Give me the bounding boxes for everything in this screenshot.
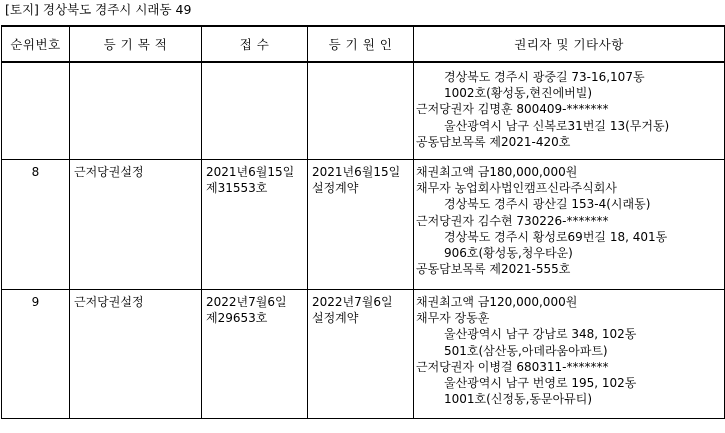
page-title: [토지] 경상북도 경주시 시래동 49	[5, 2, 192, 17]
cell-rights	[414, 290, 725, 419]
rights-line: 근저당권자 김수현 730226-*******	[416, 213, 609, 228]
rights-line: 채무자 농업회사법인캠프신라주식회사	[416, 181, 617, 196]
cause-date: 2022년7월6일	[312, 295, 393, 309]
header-receipt: 접 수	[202, 26, 308, 62]
header-rights: 권리자 및 기타사항	[414, 26, 725, 62]
table-row	[2, 290, 725, 419]
table-row	[2, 62, 725, 160]
cell-rights	[414, 62, 725, 160]
cell-purpose: 근저당권설정	[70, 290, 202, 419]
rights-line: 근저당권자 이병걸 680311-*******	[416, 359, 609, 374]
header-rank: 순위번호	[2, 26, 70, 62]
rights-line: 울산광역시 남구 신복로31번길 13(무거동)	[444, 118, 670, 133]
rights-line: 경상북도 경주시 광중길 73-16,107동	[444, 70, 645, 84]
cause-date: 2021년6월15일	[312, 165, 401, 179]
rights-line: 경상북도 경주시 광산길 153-4(시래동)	[444, 197, 651, 212]
cell-receipt	[202, 62, 308, 160]
rights-line: 경상북도 경주시 황성로69번길 18, 401동	[444, 229, 668, 244]
table-row	[2, 160, 725, 290]
header-row	[2, 26, 725, 62]
rights-line: 울산광역시 남구 강남로 348, 102동	[444, 327, 637, 342]
rights-line: 공동담보목록 제2021-420호	[416, 134, 571, 149]
rights-line: 공동담보목록 제2021-555호	[416, 262, 571, 277]
cell-receipt	[202, 290, 308, 419]
cell-cause	[308, 160, 414, 290]
receipt-date: 2021년6월15일	[206, 165, 295, 179]
rights-line: 1001호(신정동,동문아뮤티)	[444, 392, 593, 407]
header-purpose: 등 기 목 적	[70, 26, 202, 62]
cell-rank	[2, 62, 70, 160]
cell-cause	[308, 290, 414, 419]
receipt-date: 2022년7월6일	[206, 295, 287, 309]
receipt-number: 제31553호	[206, 181, 268, 196]
cell-rights	[414, 160, 725, 290]
rights-line: 채권최고액 금180,000,000원	[416, 165, 578, 179]
rights-line: 1002호(황성동,현진에버빌)	[444, 86, 593, 101]
rights-line: 근저당권자 김명훈 800409-*******	[416, 102, 609, 117]
rights-line: 울산광역시 남구 번영로 195, 102동	[444, 376, 637, 391]
registry-table	[1, 25, 725, 419]
cell-purpose: 근저당권설정	[70, 160, 202, 290]
cell-cause	[308, 62, 414, 160]
cell-rank: 8	[2, 160, 70, 290]
rights-line: 채권최고액 금120,000,000원	[416, 295, 578, 309]
rights-line: 채무자 장동훈	[416, 311, 490, 326]
cell-purpose	[70, 62, 202, 160]
cell-rank: 9	[2, 290, 70, 419]
cause-type: 설정계약	[312, 181, 359, 196]
receipt-number: 제29653호	[206, 311, 268, 326]
cause-type: 설정계약	[312, 311, 359, 326]
rights-line: 501호(삼산동,아데라움아파트)	[444, 343, 608, 358]
header-cause: 등 기 원 인	[308, 26, 414, 62]
cell-receipt	[202, 160, 308, 290]
rights-line: 906호(황성동,청우타운)	[444, 246, 573, 261]
